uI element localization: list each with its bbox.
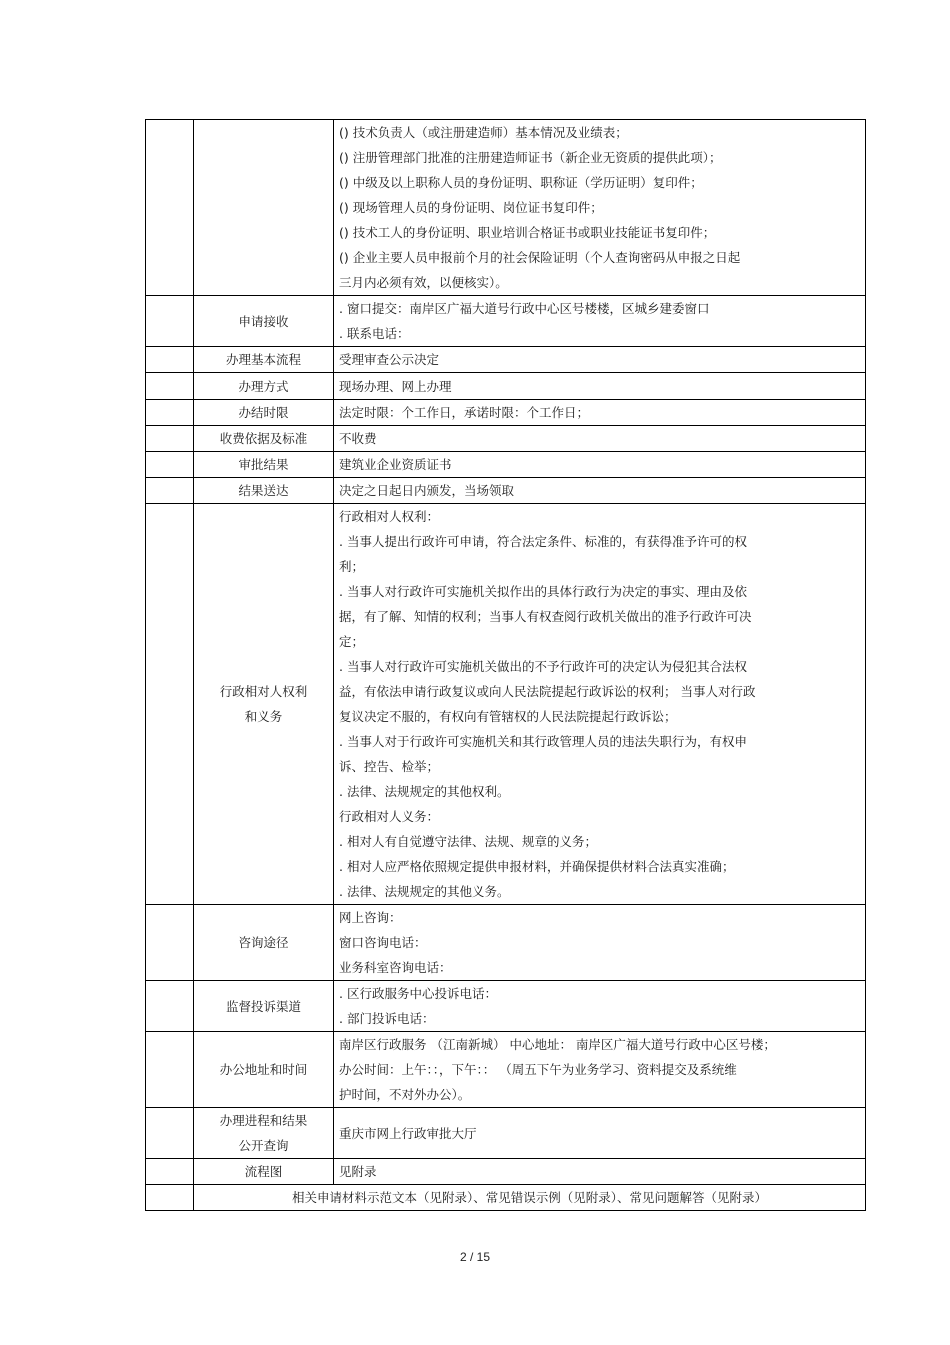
material-line: 三月内必须有效，以便核实）。: [339, 275, 508, 290]
materials-cell: [334, 120, 866, 296]
table-row-rights: [146, 504, 866, 905]
row-label: 收费依据及标准: [194, 426, 334, 452]
row-value: 南岸区行政服务 （江南新城） 中心地址： 南岸区广福大道号行政中心区号楼； 办公时间：上午：：，下午：： （周五下午为业务学习、资料提交及系统维 护时间，不对外办公）。: [334, 1032, 866, 1108]
material-line: () 技术负责人（或注册建造师）基本情况及业绩表；: [339, 125, 628, 140]
index-cell: [146, 120, 194, 296]
table-row-chart: [146, 1159, 866, 1185]
table-row-time-limit: [146, 400, 866, 426]
row-label: 办理方式: [194, 373, 334, 400]
row-label: 流程图: [194, 1159, 334, 1185]
table-row-apply: [146, 296, 866, 347]
row-value: 见附录: [334, 1159, 866, 1185]
material-line: () 注册管理部门批准的注册建造师证书（新企业无资质的提供此项）；: [339, 150, 722, 165]
table-row-flow: [146, 347, 866, 373]
row-label: 办理基本流程: [194, 347, 334, 373]
table-row-fee: [146, 426, 866, 452]
service-guide-table: [145, 119, 866, 1211]
row-label: 行政相对人权利 和义务: [194, 504, 334, 905]
label-cell: [194, 120, 334, 296]
row-value: 行政相对人权利： . 当事人提出行政许可申请，符合法定条件、标准的，有获得准予许可的权 利； . 当事人对行政许可实施机关拟作出的具体行政行为决定的事实、理由及依 据，有了解、知情的权利；当事人有权查阅行政机关做出的准予行政许可决 定； . 当事人对行政许可实施机关做出的不予行政许可的决定认为侵犯其合法权 益，有依法申请行政复议或向人民法院提起行政诉讼的权利； 当事人对行政 复议决定不服的，有权向有管辖权的人民法院提起行政诉讼； . 当事人对于行政许可实施机关和其行政管理人员的违法失职行为，有权申 诉、控告、检举； . 法律、法规规定的其他权利。 行政相对人义务： . 相对人有自觉遵守法律、法规、规章的义务； . 相对人应严格依照规定提供申报材料，并确保提供材料合法真实准确； . 法律、法规规定的其他义务。: [334, 504, 866, 905]
row-label: 审批结果: [194, 452, 334, 478]
row-label: 申请接收: [194, 296, 334, 347]
table-row-consult: [146, 905, 866, 981]
appendix-text: 相关申请材料示范文本（见附录）、常见错误示例（见附录）、常见问题解答（见附录）: [194, 1185, 866, 1211]
table-row-materials: [146, 120, 866, 296]
table-row-office: [146, 1032, 866, 1108]
material-line: () 企业主要人员申报前个月的社会保险证明（个人查询密码从申报之日起: [339, 250, 741, 265]
table-row-progress: [146, 1108, 866, 1159]
row-value: 不收费: [334, 426, 866, 452]
row-value: 受理审查公示决定: [334, 347, 866, 373]
row-value: 建筑业企业资质证书: [334, 452, 866, 478]
page-number: 2 / 15: [459, 1250, 491, 1264]
table-row-appendix: [146, 1185, 866, 1211]
row-value: 现场办理、网上办理: [334, 373, 866, 400]
material-line: () 中级及以上职称人员的身份证明、职称证（学历证明）复印件；: [339, 175, 703, 190]
row-label: 监督投诉渠道: [194, 981, 334, 1032]
row-value: 网上咨询： 窗口咨询电话： 业务科室咨询电话：: [334, 905, 866, 981]
row-value: . 区行政服务中心投诉电话： . 部门投诉电话：: [334, 981, 866, 1032]
row-label: 办公地址和时间: [194, 1032, 334, 1108]
row-value: 法定时限：个工作日，承诺时限：个工作日；: [334, 400, 866, 426]
material-line: () 技术工人的身份证明、职业培训合格证书或职业技能证书复印件；: [339, 225, 716, 240]
row-value: 重庆市网上行政审批大厅: [334, 1108, 866, 1159]
table-row-delivery: [146, 478, 866, 504]
table-row-complaint: [146, 981, 866, 1032]
row-label: 咨询途径: [194, 905, 334, 981]
row-value: 决定之日起日内颁发，当场领取: [334, 478, 866, 504]
row-label: 结果送达: [194, 478, 334, 504]
row-label: 办结时限: [194, 400, 334, 426]
row-label: 办理进程和结果 公开查询: [194, 1108, 334, 1159]
material-line: () 现场管理人员的身份证明、岗位证书复印件；: [339, 200, 603, 215]
table-row-method: [146, 373, 866, 400]
table-row-result: [146, 452, 866, 478]
row-value: . 窗口提交：南岸区广福大道号行政中心区号楼楼，区城乡建委窗口 . 联系电话：: [334, 296, 866, 347]
